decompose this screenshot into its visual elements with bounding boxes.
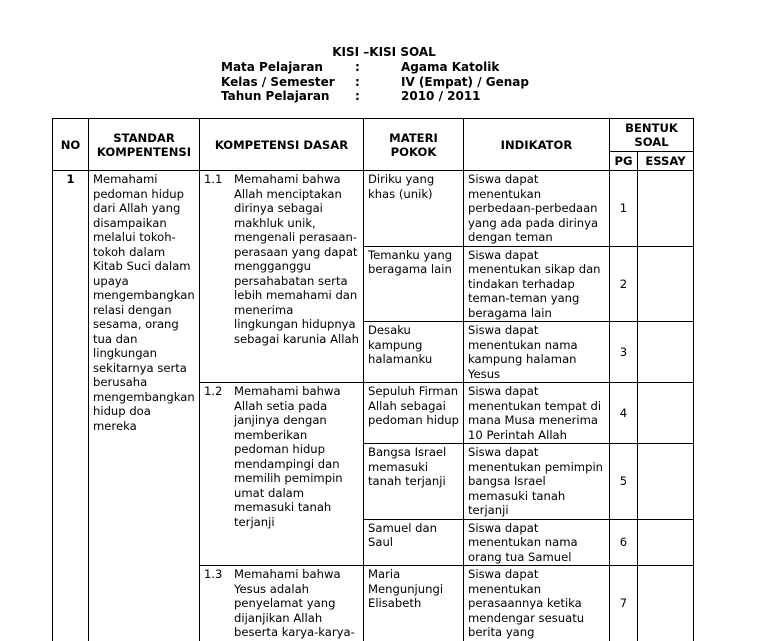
meta-colon: :: [355, 74, 360, 89]
pg-number: 6: [610, 519, 638, 566]
header-pg: PG: [610, 152, 638, 171]
pg-number: 3: [610, 322, 638, 383]
pg-number: 4: [610, 383, 638, 444]
standar-kompetensi: Memahami pedoman hidup dari Allah yang disampaikan melalui tokoh-tokoh dalam Kitab Suci dalam upaya mengembangkan relasi dengan sesama, orang tua dan lingkungan sekitarnya serta berusaha mengembangkan hidup doa mereka: [89, 171, 200, 641]
header-bentuk-soal: BENTUK SOAL: [610, 119, 694, 152]
header-essay: ESSAY: [638, 152, 694, 171]
indikator: Siswa dapat menentukan perasaannya ketika mendengar sesuatu berita yang: [464, 566, 610, 641]
meta-value: 2010 / 2011: [401, 89, 481, 104]
header-materi: MATERI POKOK: [364, 119, 464, 171]
materi-pokok: Desaku kampung halamanku: [364, 322, 464, 383]
header-indikator: INDIKATOR: [464, 119, 610, 171]
row-number: 1: [53, 171, 89, 641]
materi-pokok: Samuel dan Saul: [364, 519, 464, 566]
kisi-table: [52, 118, 694, 641]
indikator: Siswa dapat menentukan perbedaan-perbedaan yang ada pada dirinya dengan teman: [464, 171, 610, 247]
document-title: KISI –KISI SOAL: [332, 45, 436, 59]
kd-text: Memahami bahwa Allah setia pada janjinya dengan memberikan pedoman hidup mendampingi dan memilih pemimpin umat dalam memasuki tanah terjanji: [234, 384, 343, 529]
meta-colon: :: [355, 60, 360, 74]
pg-number: 7: [610, 566, 638, 641]
pg-number: 1: [610, 171, 638, 247]
essay-cell: [638, 444, 694, 520]
kd-cell: [200, 566, 364, 641]
meta-label: Tahun Pelajaran: [221, 89, 330, 104]
meta-label: Mata Pelajaran: [221, 60, 323, 74]
kd-number: 1.3: [204, 567, 223, 581]
meta-label: Kelas / Semester: [221, 74, 335, 89]
essay-cell: [638, 171, 694, 247]
header-kompetensi: KOMPETENSI DASAR: [200, 119, 364, 171]
essay-cell: [638, 322, 694, 383]
kd-text: Memahami bahwa Yesus adalah penyelamat yang dijanjikan Allah beserta karya-karya-: [234, 567, 355, 639]
indikator: Siswa dapat menentukan nama orang tua Samuel: [464, 519, 610, 566]
materi-pokok: Maria Mengunjungi Elisabeth: [364, 566, 464, 641]
meta-value: IV (Empat) / Genap: [401, 74, 529, 89]
header-standar: STANDAR KOMPENTENSI: [89, 119, 200, 171]
materi-pokok: Temanku yang beragama lain: [364, 246, 464, 322]
materi-pokok: Bangsa Israel memasuki tanah terjanji: [364, 444, 464, 520]
kd-cell: [200, 383, 364, 566]
indikator: Siswa dapat menentukan tempat di mana Musa menerima 10 Perintah Allah: [464, 383, 610, 444]
materi-pokok: Sepuluh Firman Allah sebagai pedoman hidup: [364, 383, 464, 444]
pg-number: 5: [610, 444, 638, 520]
kd-number: 1.2: [204, 384, 223, 398]
indikator: Siswa dapat menentukan nama kampung halaman Yesus: [464, 322, 610, 383]
essay-cell: [638, 566, 694, 641]
kd-text: Memahami bahwa Allah menciptakan dirinya sebagai makhluk unik, mengenali perasaan-perasaan yang dapat mengganggu persahabatan serta lebih memahami dan menerima lingkungan hidupnya sebagai karunia Allah: [234, 172, 359, 346]
essay-cell: [638, 246, 694, 322]
header-no: NO: [53, 119, 89, 171]
pg-number: 2: [610, 246, 638, 322]
indikator: Siswa dapat menentukan sikap dan tindakan terhadap teman-teman yang beragama lain: [464, 246, 610, 322]
meta-value: Agama Katolik: [401, 60, 500, 74]
meta-colon: :: [355, 89, 360, 104]
indikator: Siswa dapat menentukan pemimpin bangsa Israel memasuki tanah terjanji: [464, 444, 610, 520]
kd-number: 1.1: [204, 172, 223, 186]
kd-cell: [200, 171, 364, 383]
essay-cell: [638, 519, 694, 566]
materi-pokok: Diriku yang khas (unik): [364, 171, 464, 247]
essay-cell: [638, 383, 694, 444]
